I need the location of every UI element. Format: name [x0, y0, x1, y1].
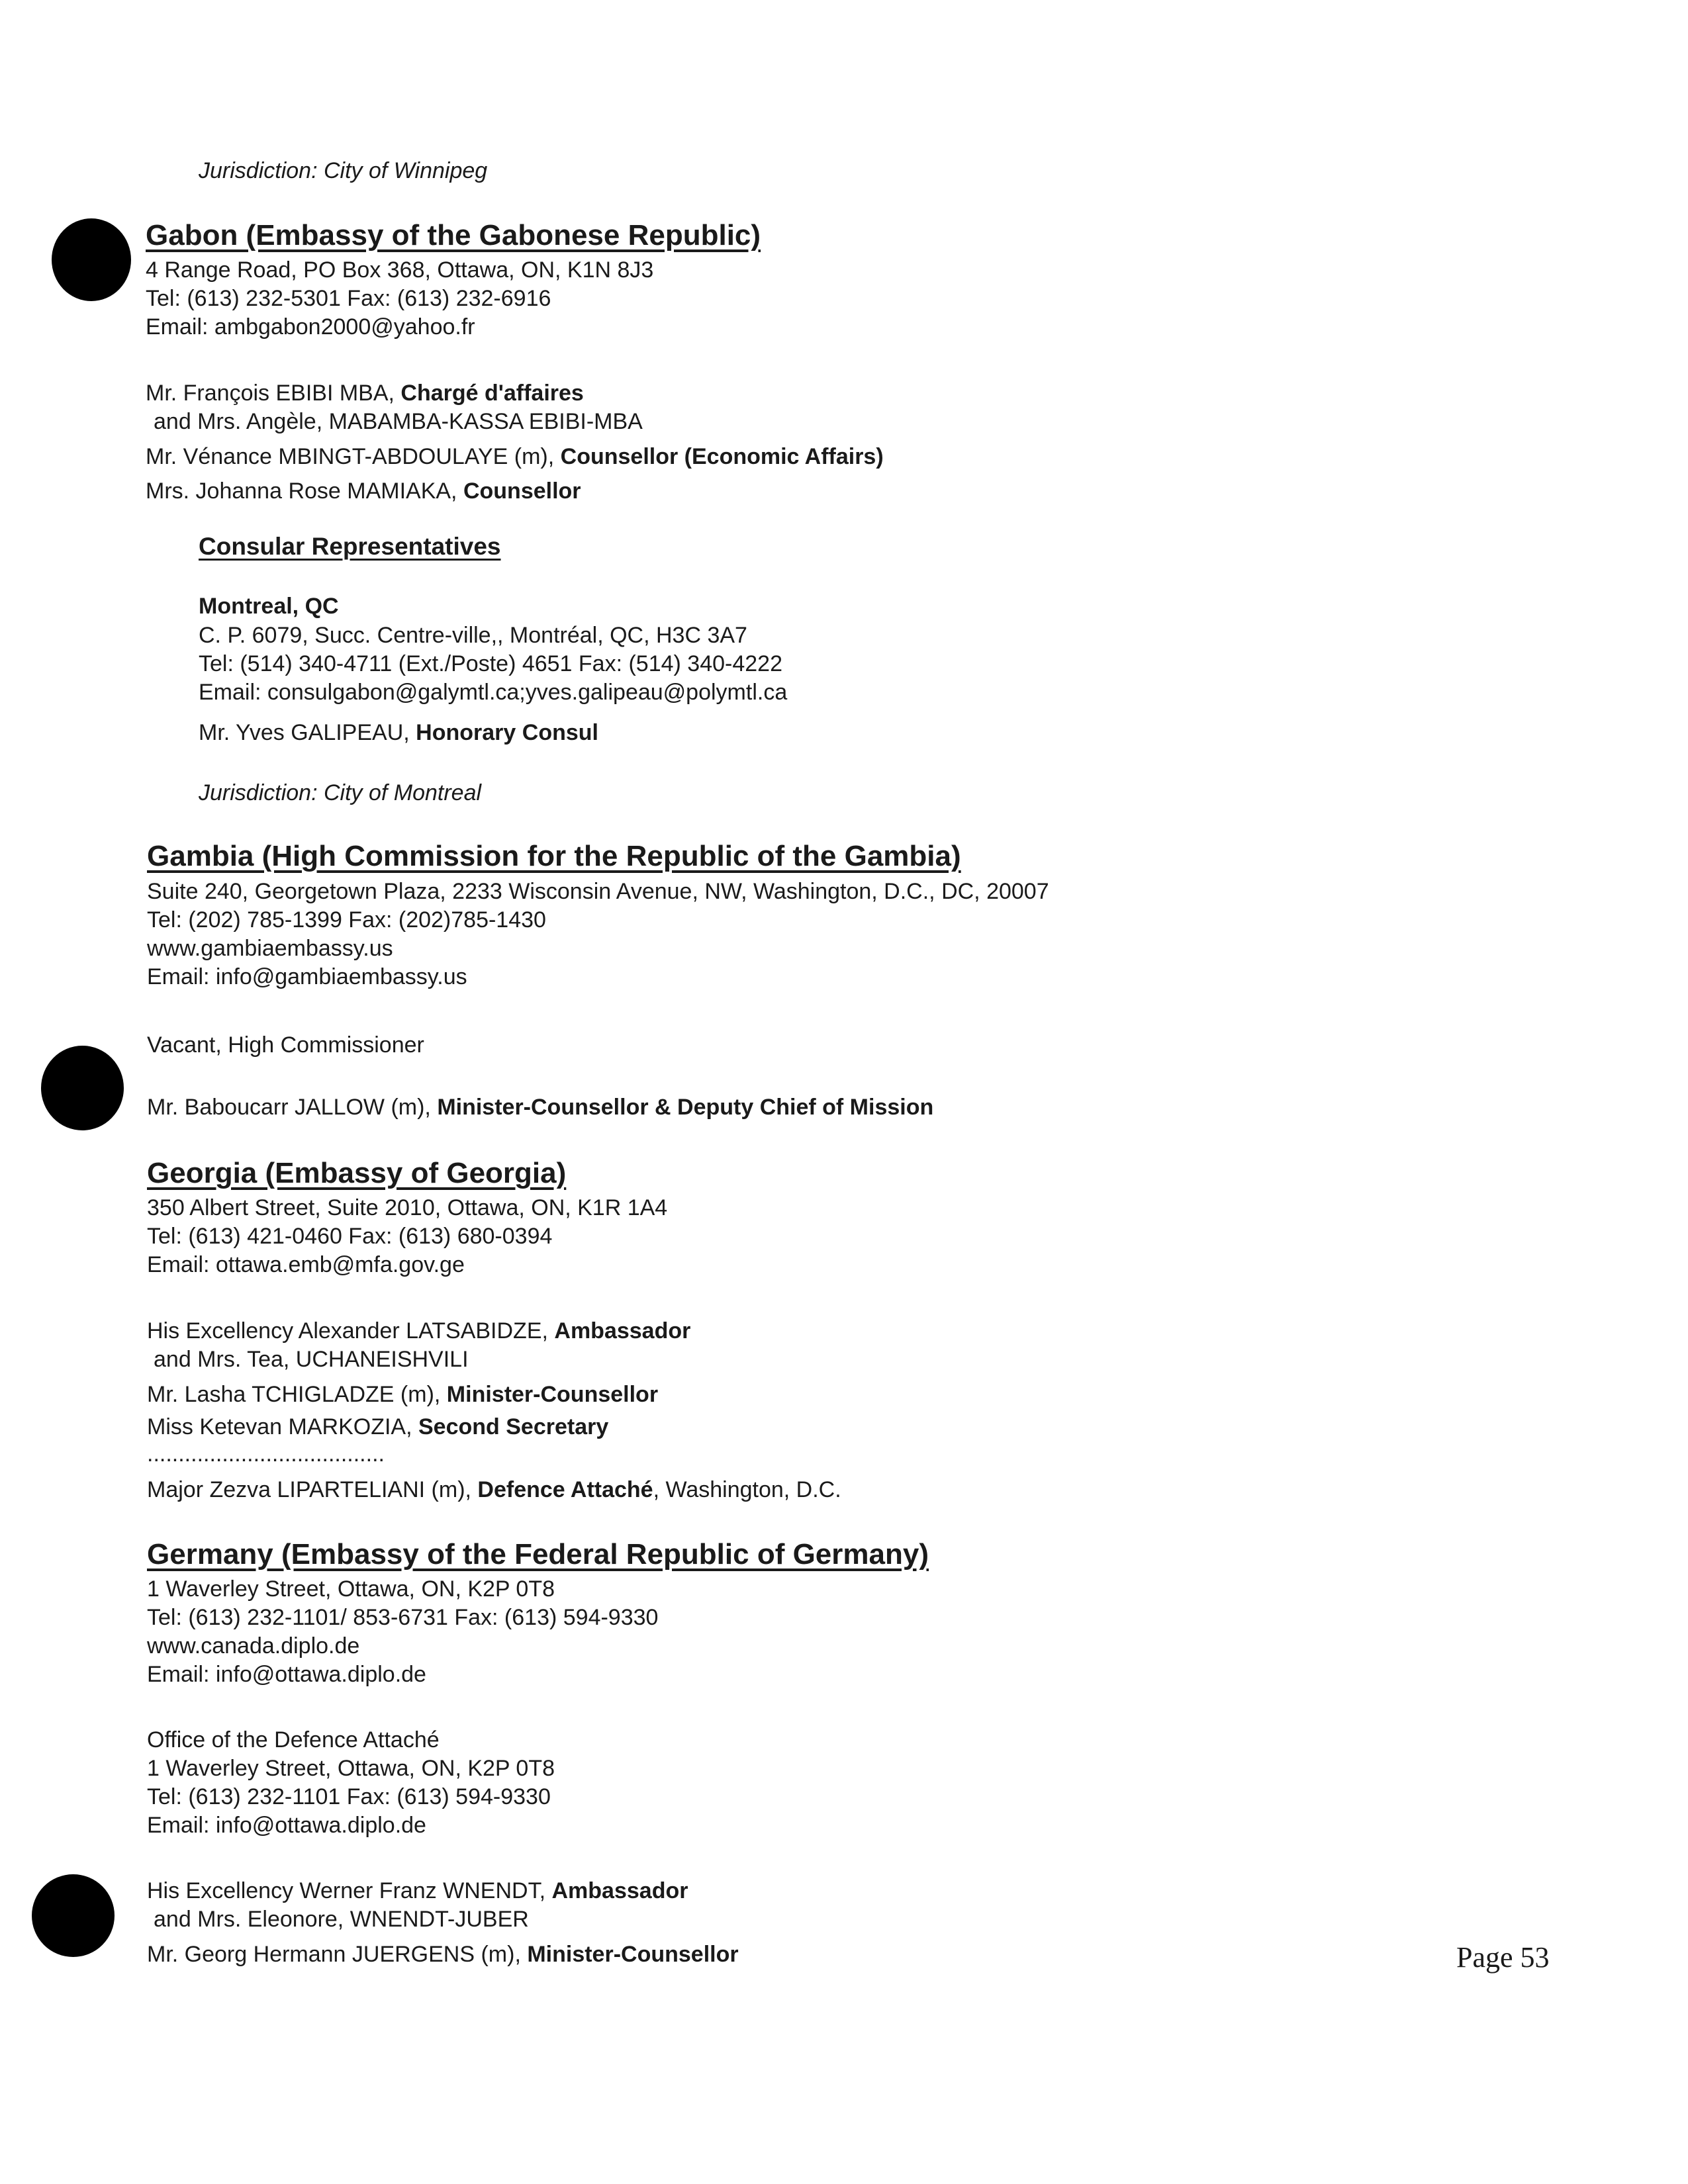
gambia-web: www.gambiaembassy.us	[147, 936, 393, 961]
staff-entry: Mr. Vénance MBINGT-ABDOULAYE (m), Counsellor (Economic Affairs)	[146, 444, 884, 469]
punch-hole	[52, 218, 131, 301]
consular-email: Email: consulgabon@galymtl.ca;yves.galipeau@polymtl.ca	[199, 680, 788, 705]
attache-entry: Major Zezva LIPARTELIANI (m), Defence Attaché, Washington, D.C.	[147, 1477, 841, 1502]
staff-entry: Miss Ketevan MARKOZIA, Second Secretary	[147, 1414, 609, 1439]
georgia-email: Email: ottawa.emb@mfa.gov.ge	[147, 1252, 465, 1277]
gambia-tel: Tel: (202) 785-1399 Fax: (202)785-1430	[147, 907, 546, 933]
gambia-heading: Gambia (High Commission for the Republic of the Gambia)	[147, 840, 961, 872]
office-tel: Tel: (613) 232-1101 Fax: (613) 594-9330	[147, 1784, 551, 1809]
georgia-address: 350 Albert Street, Suite 2010, Ottawa, ON, K1R 1A4	[147, 1195, 668, 1220]
vacant-entry: Vacant, High Commissioner	[147, 1032, 424, 1058]
consul-entry: Mr. Yves GALIPEAU, Honorary Consul	[199, 720, 598, 745]
georgia-tel: Tel: (613) 421-0460 Fax: (613) 680-0394	[147, 1224, 553, 1249]
gabon-email: Email: ambgabon2000@yahoo.fr	[146, 314, 475, 340]
gambia-address: Suite 240, Georgetown Plaza, 2233 Wisconsin Avenue, NW, Washington, D.C., DC, 20007	[147, 879, 1049, 904]
germany-tel: Tel: (613) 232-1101/ 853-6731 Fax: (613) 594-9330	[147, 1605, 659, 1630]
gabon-tel: Tel: (613) 232-5301 Fax: (613) 232-6916	[146, 286, 551, 311]
punch-hole	[32, 1874, 115, 1957]
staff-entry: Mr. Baboucarr JALLOW (m), Minister-Counsellor & Deputy Chief of Mission	[147, 1095, 934, 1120]
germany-web: www.canada.diplo.de	[147, 1633, 360, 1659]
germany-address: 1 Waverley Street, Ottawa, ON, K2P 0T8	[147, 1576, 555, 1602]
staff-entry: Mr. Georg Hermann JUERGENS (m), Minister-Counsellor	[147, 1942, 739, 1967]
staff-entry: Mrs. Johanna Rose MAMIAKA, Counsellor	[146, 478, 581, 504]
staff-entry: His Excellency Alexander LATSABIDZE, Ambassador	[147, 1318, 691, 1343]
jurisdiction-text: Jurisdiction: City of Montreal	[199, 780, 482, 805]
staff-spouse: and Mrs. Eleonore, WNENDT-JUBER	[154, 1907, 529, 1932]
staff-entry: Mr. Lasha TCHIGLADZE (m), Minister-Counsellor	[147, 1382, 659, 1407]
office-email: Email: info@ottawa.diplo.de	[147, 1813, 426, 1838]
gambia-email: Email: info@gambiaembassy.us	[147, 964, 467, 989]
dotted-separator: ......................................	[147, 1441, 385, 1467]
consular-address: C. P. 6079, Succ. Centre-ville,, Montréal, QC, H3C 3A7	[199, 623, 747, 648]
office-address: 1 Waverley Street, Ottawa, ON, K2P 0T8	[147, 1756, 555, 1781]
staff-entry: His Excellency Werner Franz WNENDT, Ambassador	[147, 1878, 688, 1903]
jurisdiction-text: Jurisdiction: City of Winnipeg	[199, 158, 488, 183]
consular-heading: Consular Representatives	[199, 533, 501, 560]
punch-hole	[41, 1046, 124, 1130]
consular-tel: Tel: (514) 340-4711 (Ext./Poste) 4651 Fax: (514) 340-4222	[199, 651, 782, 676]
gabon-heading: Gabon (Embassy of the Gabonese Republic)	[146, 219, 761, 251]
staff-spouse: and Mrs. Tea, UCHANEISHVILI	[154, 1347, 469, 1372]
consular-city: Montreal, QC	[199, 594, 339, 619]
germany-heading: Germany (Embassy of the Federal Republic of Germany)	[147, 1538, 929, 1570]
germany-email: Email: info@ottawa.diplo.de	[147, 1662, 426, 1687]
office-title: Office of the Defence Attaché	[147, 1727, 440, 1752]
gabon-address: 4 Range Road, PO Box 368, Ottawa, ON, K1N 8J3	[146, 257, 654, 283]
staff-entry: Mr. François EBIBI MBA, Chargé d'affaires	[146, 381, 584, 406]
staff-spouse: and Mrs. Angèle, MABAMBA-KASSA EBIBI-MBA	[154, 409, 643, 434]
page-number: Page 53	[1456, 1941, 1550, 1974]
georgia-heading: Georgia (Embassy of Georgia)	[147, 1157, 567, 1189]
